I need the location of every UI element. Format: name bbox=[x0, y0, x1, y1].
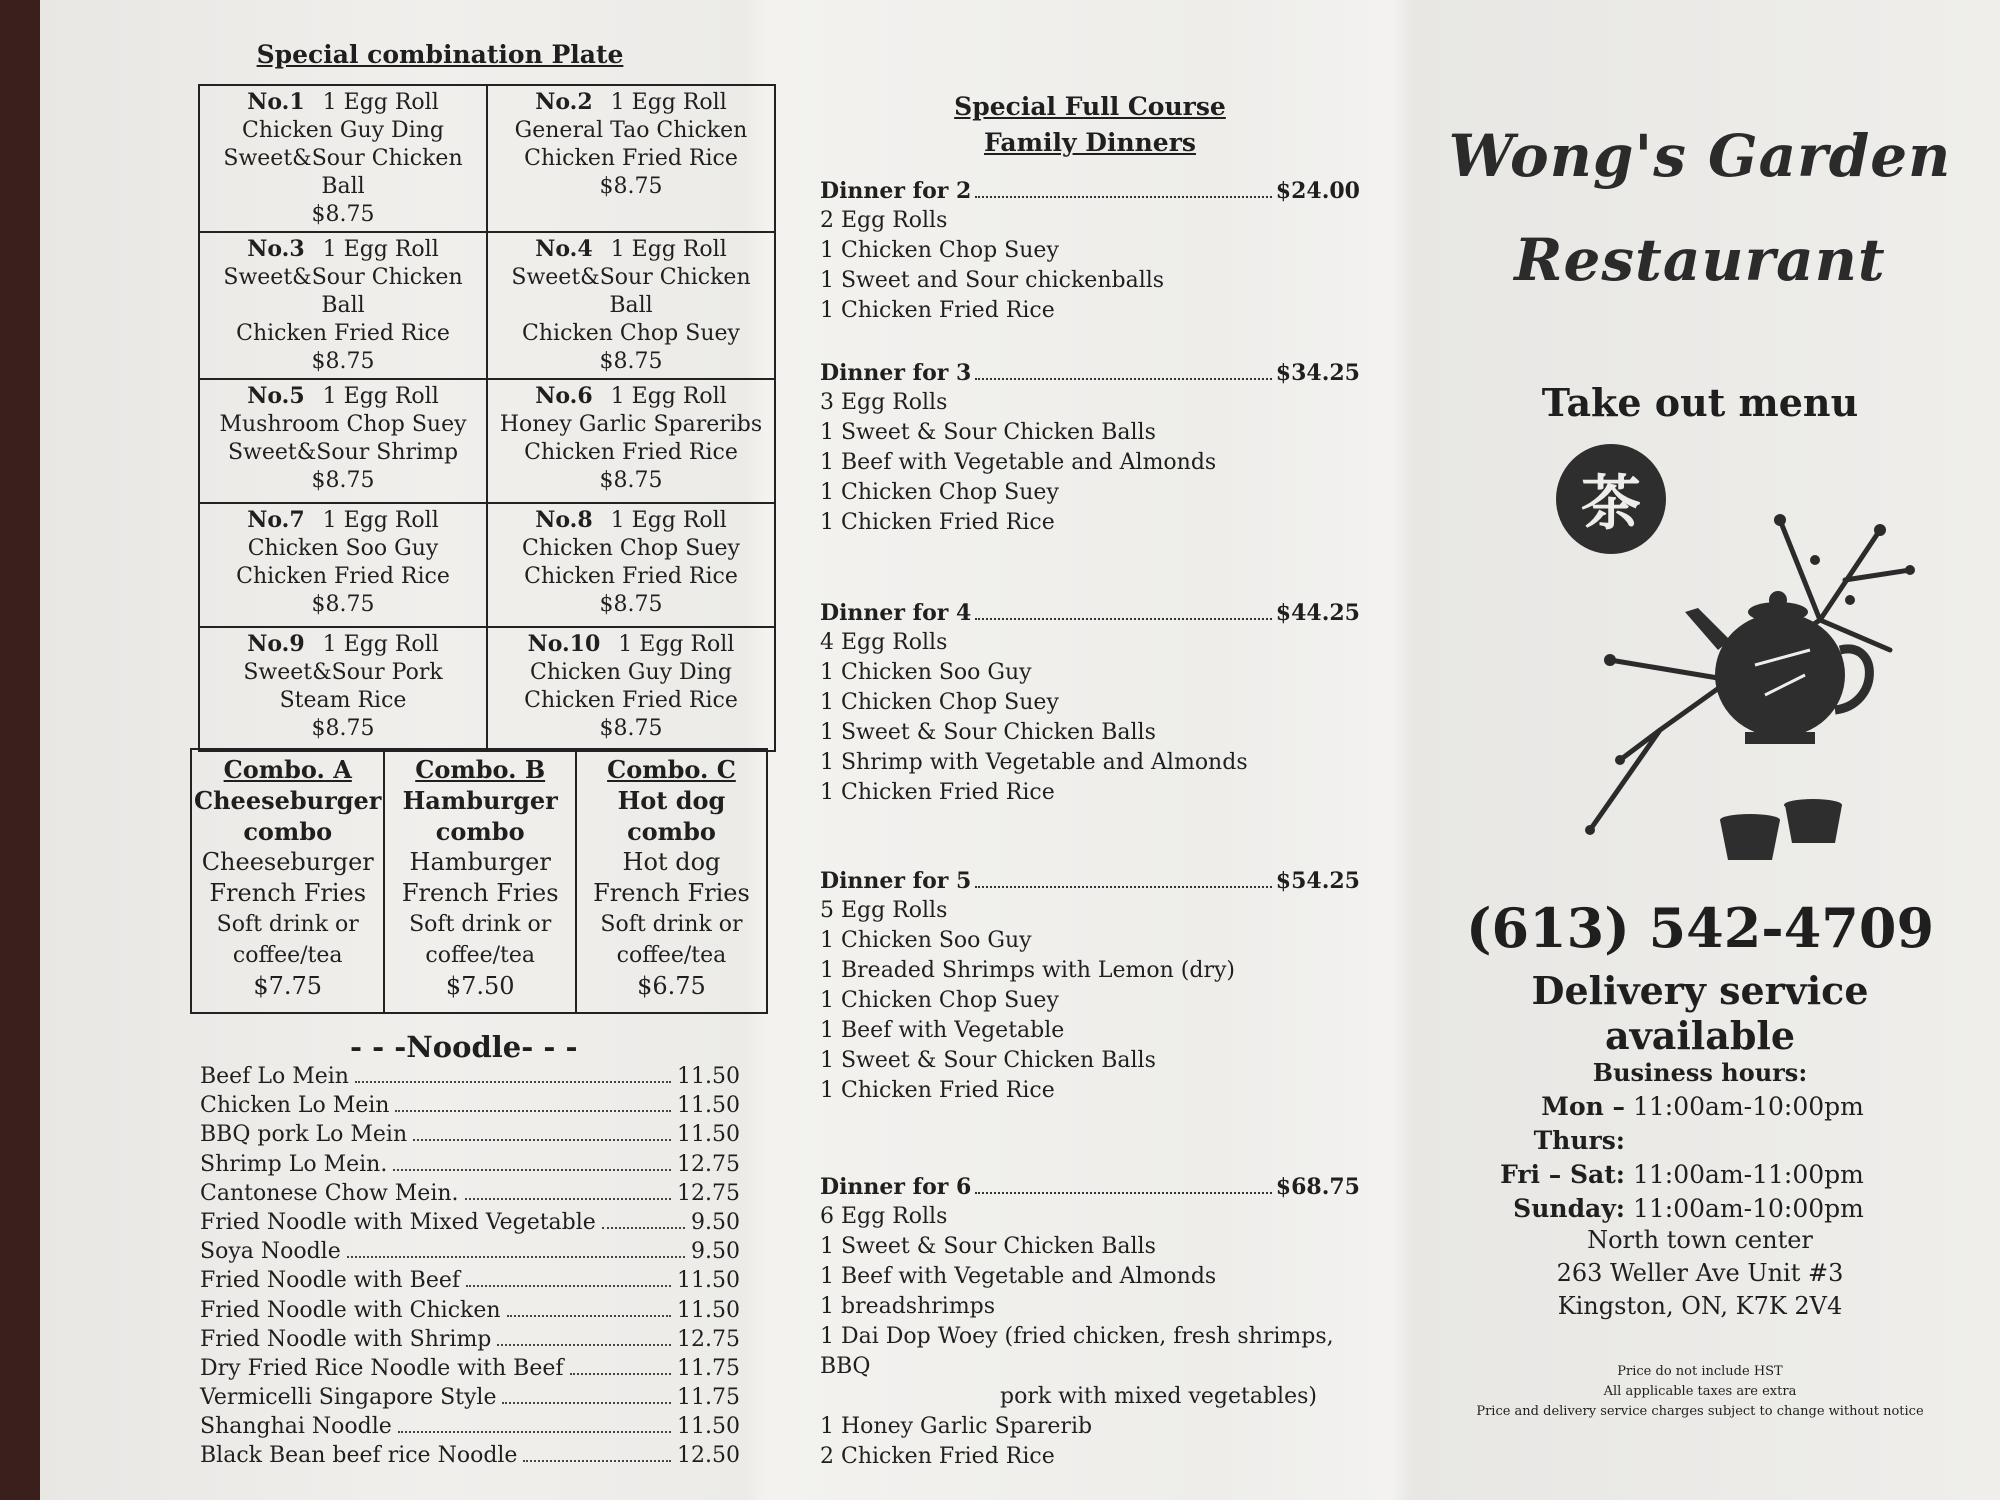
dinner-items bbox=[820, 1202, 1360, 1472]
plate-item: Honey Garlic Spareribs bbox=[499, 412, 763, 437]
noodle-item bbox=[200, 1356, 740, 1385]
leader-dots bbox=[393, 1169, 671, 1171]
noodle-price: 11.50 bbox=[677, 1093, 740, 1119]
plate-item: Steam Rice bbox=[279, 688, 407, 713]
noodle-price: 12.75 bbox=[677, 1180, 740, 1206]
dinner-price: $44.25 bbox=[1275, 600, 1360, 626]
noodle-price: 9.50 bbox=[691, 1239, 740, 1265]
plate-cell bbox=[487, 627, 775, 751]
noodle-name: Fried Noodle with Shrimp bbox=[200, 1326, 492, 1352]
dinner-item: 1 Sweet & Sour Chicken Balls bbox=[820, 720, 1156, 745]
noodle-price: 11.75 bbox=[677, 1385, 740, 1411]
plate-price: $8.75 bbox=[599, 349, 663, 374]
combo-title: Hamburger bbox=[402, 786, 558, 815]
noodle-item bbox=[200, 1327, 740, 1356]
plate-price: $8.75 bbox=[311, 202, 375, 227]
middle-panel bbox=[780, 0, 1400, 1500]
noodle-price: 12.75 bbox=[677, 1326, 740, 1352]
leader-dots bbox=[497, 1344, 671, 1346]
plate-price: $8.75 bbox=[599, 468, 663, 493]
combo-name: Combo. B bbox=[415, 755, 546, 784]
hours-day: Mon – Thurs: bbox=[1533, 1092, 1625, 1155]
noodle-name: Soya Noodle bbox=[200, 1239, 341, 1265]
noodle-price: 12.50 bbox=[677, 1443, 740, 1469]
noodle-item bbox=[200, 1122, 740, 1151]
plate-price: $8.75 bbox=[311, 349, 375, 374]
plate-cell bbox=[487, 232, 775, 379]
dinner-item: 1 Chicken Fried Rice bbox=[820, 780, 1055, 805]
dinner-item: pork with mixed vegetables) bbox=[1000, 1384, 1317, 1409]
leader-dots bbox=[347, 1256, 685, 1258]
dinner-items bbox=[820, 206, 1360, 326]
plate-roll: 1 Egg Roll bbox=[322, 508, 439, 533]
dinner-item: 1 Sweet & Sour Chicken Balls bbox=[820, 420, 1156, 445]
plate-number: No.9 bbox=[247, 631, 305, 657]
plate-roll: 1 Egg Roll bbox=[610, 384, 727, 409]
plate-cell bbox=[487, 379, 775, 503]
combo-side: French Fries bbox=[593, 879, 750, 907]
dinner-label: Dinner for 2 bbox=[820, 178, 972, 204]
plate-cell bbox=[199, 85, 487, 232]
noodle-name: Shanghai Noodle bbox=[200, 1414, 392, 1440]
combo-title: combo bbox=[435, 817, 525, 846]
noodle-price: 11.50 bbox=[677, 1297, 740, 1323]
plate-item: Chicken Chop Suey bbox=[522, 321, 740, 346]
combo-main: Cheeseburger bbox=[201, 848, 374, 876]
dinner-header bbox=[820, 1174, 1360, 1200]
plate-number: No.8 bbox=[535, 507, 593, 533]
plate-roll: 1 Egg Roll bbox=[322, 384, 439, 409]
dinner-header bbox=[820, 600, 1360, 626]
combo-cell bbox=[576, 749, 767, 1013]
leader-dots bbox=[975, 378, 1271, 380]
leader-dots bbox=[975, 196, 1271, 198]
dinner-item: 1 Chicken Chop Suey bbox=[820, 480, 1059, 505]
combo-cell bbox=[384, 749, 575, 1013]
address-line: 263 Weller Ave Unit #3 bbox=[1556, 1259, 1844, 1287]
combo-main: Hamburger bbox=[409, 848, 551, 876]
dinner-for-3 bbox=[820, 360, 1360, 538]
menu-sheet bbox=[40, 0, 2000, 1500]
plate-number: No.7 bbox=[247, 507, 305, 533]
phone-number[interactable]: (613) 542-4709 bbox=[1465, 896, 1935, 960]
plate-number: No.4 bbox=[535, 236, 593, 262]
plate-item: Sweet&Sour Chicken Ball bbox=[223, 265, 463, 318]
noodle-price: 11.50 bbox=[677, 1064, 740, 1089]
plate-item: Chicken Fried Rice bbox=[524, 440, 738, 465]
leader-dots bbox=[975, 886, 1271, 888]
plate-cell bbox=[199, 627, 487, 751]
combo-price: $7.50 bbox=[445, 972, 515, 1000]
dinner-item: 6 Egg Rolls bbox=[820, 1204, 948, 1229]
plate-roll: 1 Egg Roll bbox=[322, 90, 439, 115]
business-hours bbox=[1460, 1090, 1960, 1226]
dinner-label: Dinner for 4 bbox=[820, 600, 972, 626]
combo-side: French Fries bbox=[209, 879, 367, 907]
plate-cell bbox=[199, 503, 487, 627]
noodle-item bbox=[200, 1239, 740, 1268]
leader-dots bbox=[398, 1431, 671, 1433]
noodle-item bbox=[200, 1298, 740, 1327]
fine-print-line: All applicable taxes are extra bbox=[1603, 1384, 1797, 1399]
combo-drink: coffee/tea bbox=[616, 943, 727, 968]
dinner-item: 2 Chicken Fried Rice bbox=[820, 1444, 1055, 1469]
dinner-item: 1 Dai Dop Woey (fried chicken, fresh shrimps, BBQ bbox=[820, 1324, 1334, 1379]
combo-side: French Fries bbox=[401, 879, 559, 907]
plate-item: Chicken Fried Rice bbox=[524, 688, 738, 713]
noodle-item bbox=[200, 1181, 740, 1210]
hours-time: 11:00am-11:00pm bbox=[1633, 1160, 1864, 1189]
dinner-item: 1 Chicken Soo Guy bbox=[820, 928, 1032, 953]
dinner-label: Dinner for 5 bbox=[820, 868, 972, 894]
plate-cell bbox=[487, 503, 775, 627]
plate-item: Chicken Guy Ding bbox=[242, 118, 444, 143]
dinner-price: $54.25 bbox=[1275, 868, 1360, 894]
dinner-item: 1 Chicken Chop Suey bbox=[820, 238, 1059, 263]
hours-row bbox=[1460, 1158, 1960, 1192]
teacups-icon bbox=[1720, 799, 1842, 860]
combo-main: Hot dog bbox=[622, 848, 721, 876]
fine-print-line: Price and delivery service charges subject to change without notice bbox=[1476, 1404, 1924, 1419]
noodle-item bbox=[200, 1210, 740, 1239]
combo-title: Hot dog bbox=[617, 786, 726, 815]
combo-name: Combo. A bbox=[223, 755, 352, 784]
right-panel bbox=[1440, 0, 2000, 1500]
noodle-item bbox=[200, 1093, 740, 1122]
plate-cell bbox=[487, 85, 775, 232]
dinner-items bbox=[820, 628, 1360, 808]
dinner-item: 1 Chicken Chop Suey bbox=[820, 988, 1059, 1013]
dinner-item: 1 Chicken Fried Rice bbox=[820, 298, 1055, 323]
leader-dots bbox=[570, 1373, 672, 1375]
noodle-item bbox=[200, 1443, 740, 1472]
dinner-item: 1 Honey Garlic Sparerib bbox=[820, 1414, 1093, 1439]
dinner-item: 2 Egg Rolls bbox=[820, 208, 948, 233]
dinner-item: 3 Egg Rolls bbox=[820, 390, 948, 415]
plate-item: Chicken Chop Suey bbox=[522, 536, 740, 561]
dinner-for-4 bbox=[820, 600, 1360, 808]
plate-number: No.10 bbox=[527, 631, 601, 657]
plate-number: No.2 bbox=[535, 89, 593, 115]
noodle-name: Black Bean beef rice Noodle bbox=[200, 1443, 518, 1469]
noodle-list bbox=[200, 1064, 740, 1473]
noodle-name: Fried Noodle with Chicken bbox=[200, 1297, 501, 1323]
leader-dots bbox=[602, 1227, 685, 1229]
dinner-item: 1 Beef with Vegetable and Almonds bbox=[820, 1264, 1217, 1289]
noodle-price: 11.50 bbox=[677, 1268, 740, 1294]
family-dinner-subtitle: Family Dinners bbox=[984, 128, 1196, 157]
dinner-item: 1 Chicken Chop Suey bbox=[820, 690, 1059, 715]
combo-drink: Soft drink or bbox=[216, 912, 359, 937]
dinner-item: 1 Sweet & Sour Chicken Balls bbox=[820, 1048, 1156, 1073]
combo-title: combo bbox=[243, 817, 333, 846]
dinner-label: Dinner for 6 bbox=[820, 1174, 972, 1200]
hours-row bbox=[1460, 1090, 1960, 1158]
address-line: Kingston, ON, K7K 2V4 bbox=[1557, 1292, 1843, 1320]
dinner-for-6 bbox=[820, 1174, 1360, 1472]
plate-number: No.1 bbox=[247, 89, 305, 115]
dinner-price: $24.00 bbox=[1275, 178, 1360, 204]
hours-time: 11:00am-10:00pm bbox=[1633, 1194, 1864, 1223]
noodle-item bbox=[200, 1152, 740, 1181]
dinner-item: 1 Shrimp with Vegetable and Almonds bbox=[820, 750, 1248, 775]
noodle-name: Beef Lo Mein bbox=[200, 1064, 349, 1089]
dinner-item: 1 Beef with Vegetable and Almonds bbox=[820, 450, 1217, 475]
combination-plate-table bbox=[198, 84, 776, 752]
plate-price: $8.75 bbox=[311, 468, 375, 493]
plate-cell bbox=[199, 232, 487, 379]
plate-item: Sweet&Sour Pork bbox=[243, 660, 443, 685]
noodle-name: Vermicelli Singapore Style bbox=[200, 1385, 497, 1411]
plate-number: No.3 bbox=[247, 236, 305, 262]
plate-cell bbox=[199, 379, 487, 503]
restaurant-name: Wong's Garden bbox=[1448, 122, 1952, 190]
plate-roll: 1 Egg Roll bbox=[322, 237, 439, 262]
teapot-illustration-icon bbox=[1580, 500, 1920, 890]
dinner-header bbox=[820, 360, 1360, 386]
dinner-item: 1 Chicken Fried Rice bbox=[820, 1078, 1055, 1103]
leader-dots bbox=[466, 1285, 671, 1287]
plate-price: $8.75 bbox=[599, 174, 663, 199]
leader-dots bbox=[502, 1402, 671, 1404]
plate-price: $8.75 bbox=[599, 716, 663, 741]
noodle-name: Dry Fried Rice Noodle with Beef bbox=[200, 1355, 564, 1381]
combo-title: combo bbox=[627, 817, 716, 846]
teapot-icon bbox=[1685, 591, 1869, 744]
fine-print-line: Price do not include HST bbox=[1617, 1364, 1783, 1379]
dinner-item: 1 Chicken Fried Rice bbox=[820, 510, 1055, 535]
noodle-price: 12.75 bbox=[677, 1151, 740, 1177]
plate-price: $8.75 bbox=[599, 592, 663, 617]
plate-item: Chicken Guy Ding bbox=[530, 660, 732, 685]
dinner-price: $34.25 bbox=[1275, 360, 1360, 386]
plate-item: Sweet&Sour Shrimp bbox=[227, 440, 459, 465]
dinner-item: 1 Beef with Vegetable bbox=[820, 1018, 1065, 1043]
combo-drink: coffee/tea bbox=[425, 943, 535, 968]
plate-roll: 1 Egg Roll bbox=[618, 632, 735, 657]
plate-item: Chicken Fried Rice bbox=[236, 321, 450, 346]
dinner-item: 5 Egg Rolls bbox=[820, 898, 948, 923]
hours-time: 11:00am-10:00pm bbox=[1633, 1092, 1864, 1121]
noodle-name: Cantonese Chow Mein. bbox=[200, 1180, 459, 1206]
left-panel bbox=[140, 0, 763, 1500]
plate-item: Chicken Fried Rice bbox=[524, 146, 738, 171]
combo-drink: coffee/tea bbox=[232, 943, 343, 968]
noodle-price: 9.50 bbox=[691, 1209, 740, 1235]
plate-roll: 1 Egg Roll bbox=[610, 508, 727, 533]
noodle-price: 11.75 bbox=[677, 1355, 740, 1381]
noodle-item bbox=[200, 1064, 740, 1093]
dinner-header bbox=[820, 868, 1360, 894]
dinner-item: 1 Sweet and Sour chickenballs bbox=[820, 268, 1165, 293]
burger-combo-table bbox=[190, 748, 768, 1014]
noodle-item bbox=[200, 1414, 740, 1443]
combo-drink: Soft drink or bbox=[409, 912, 552, 937]
leader-dots bbox=[523, 1460, 671, 1462]
leader-dots bbox=[465, 1198, 672, 1200]
combo-price: $7.75 bbox=[253, 972, 323, 1000]
delivery-notice: Delivery service available bbox=[1531, 968, 1869, 1058]
noodle-name: Shrimp Lo Mein. bbox=[200, 1151, 388, 1177]
combination-plate-title: Special combination Plate bbox=[256, 40, 624, 69]
plate-item: Chicken Soo Guy bbox=[247, 536, 439, 561]
noodle-item bbox=[200, 1268, 740, 1297]
dinner-item: 1 Breaded Shrimps with Lemon (dry) bbox=[820, 958, 1235, 983]
dinner-item: 4 Egg Rolls bbox=[820, 630, 948, 655]
plate-item: Sweet&Sour Chicken Ball bbox=[511, 265, 751, 318]
plate-roll: 1 Egg Roll bbox=[610, 237, 727, 262]
fine-print bbox=[1440, 1362, 1960, 1422]
plate-item: Sweet&Sour Chicken Ball bbox=[223, 146, 463, 199]
plate-number: No.6 bbox=[535, 383, 593, 409]
dinner-item: 1 breadshrimps bbox=[820, 1294, 996, 1319]
leader-dots bbox=[395, 1110, 671, 1112]
hours-day: Fri – Sat: bbox=[1500, 1160, 1625, 1189]
dinner-items bbox=[820, 388, 1360, 538]
noodle-name: Chicken Lo Mein bbox=[200, 1093, 390, 1119]
address-line: North town center bbox=[1587, 1226, 1813, 1254]
plate-price: $8.75 bbox=[311, 592, 375, 617]
dinner-header bbox=[820, 178, 1360, 204]
plate-item: General Tao Chicken bbox=[514, 118, 748, 143]
hours-day: Sunday: bbox=[1513, 1194, 1625, 1223]
restaurant-name-line2: Restaurant bbox=[1514, 226, 1886, 294]
noodle-name: BBQ pork Lo Mein bbox=[200, 1122, 408, 1148]
dinner-item: 1 Sweet & Sour Chicken Balls bbox=[820, 1234, 1156, 1259]
plate-price: $8.75 bbox=[311, 716, 375, 741]
dinner-for-5 bbox=[820, 868, 1360, 1106]
combo-drink: Soft drink or bbox=[600, 912, 743, 937]
noodle-item bbox=[200, 1385, 740, 1414]
family-dinner-title: Special Full Course bbox=[954, 92, 1226, 121]
plate-roll: 1 Egg Roll bbox=[322, 632, 439, 657]
dinner-item: 1 Chicken Soo Guy bbox=[820, 660, 1032, 685]
combo-price: $6.75 bbox=[637, 972, 706, 1000]
combo-title: Cheeseburger bbox=[194, 786, 382, 815]
leader-dots bbox=[355, 1081, 671, 1083]
leader-dots bbox=[413, 1139, 671, 1141]
leader-dots bbox=[507, 1315, 671, 1317]
takeout-menu-subtitle: Take out menu bbox=[1541, 380, 1859, 425]
business-hours-title: Business hours: bbox=[1592, 1058, 1808, 1087]
noodle-price: 11.50 bbox=[677, 1414, 740, 1440]
address-block bbox=[1440, 1224, 1960, 1323]
combo-cell bbox=[191, 749, 384, 1013]
dinner-label: Dinner for 3 bbox=[820, 360, 972, 386]
dinner-for-2 bbox=[820, 178, 1360, 326]
dinner-items bbox=[820, 896, 1360, 1106]
plate-roll: 1 Egg Roll bbox=[610, 90, 727, 115]
leader-dots bbox=[975, 618, 1271, 620]
combo-name: Combo. C bbox=[607, 755, 736, 784]
noodle-name: Fried Noodle with Beef bbox=[200, 1268, 461, 1294]
plate-item: Chicken Fried Rice bbox=[236, 564, 450, 589]
plate-number: No.5 bbox=[247, 383, 305, 409]
dinner-price: $68.75 bbox=[1275, 1174, 1360, 1200]
seal-character: 茶 bbox=[1581, 469, 1641, 539]
noodle-name: Fried Noodle with Mixed Vegetable bbox=[200, 1209, 596, 1235]
plate-item: Mushroom Chop Suey bbox=[219, 412, 467, 437]
noodle-price: 11.50 bbox=[677, 1122, 740, 1148]
noodle-section-title: - - -Noodle- - - bbox=[350, 1030, 578, 1064]
plate-item: Chicken Fried Rice bbox=[524, 564, 738, 589]
hours-row bbox=[1460, 1192, 1960, 1226]
leader-dots bbox=[975, 1192, 1271, 1194]
